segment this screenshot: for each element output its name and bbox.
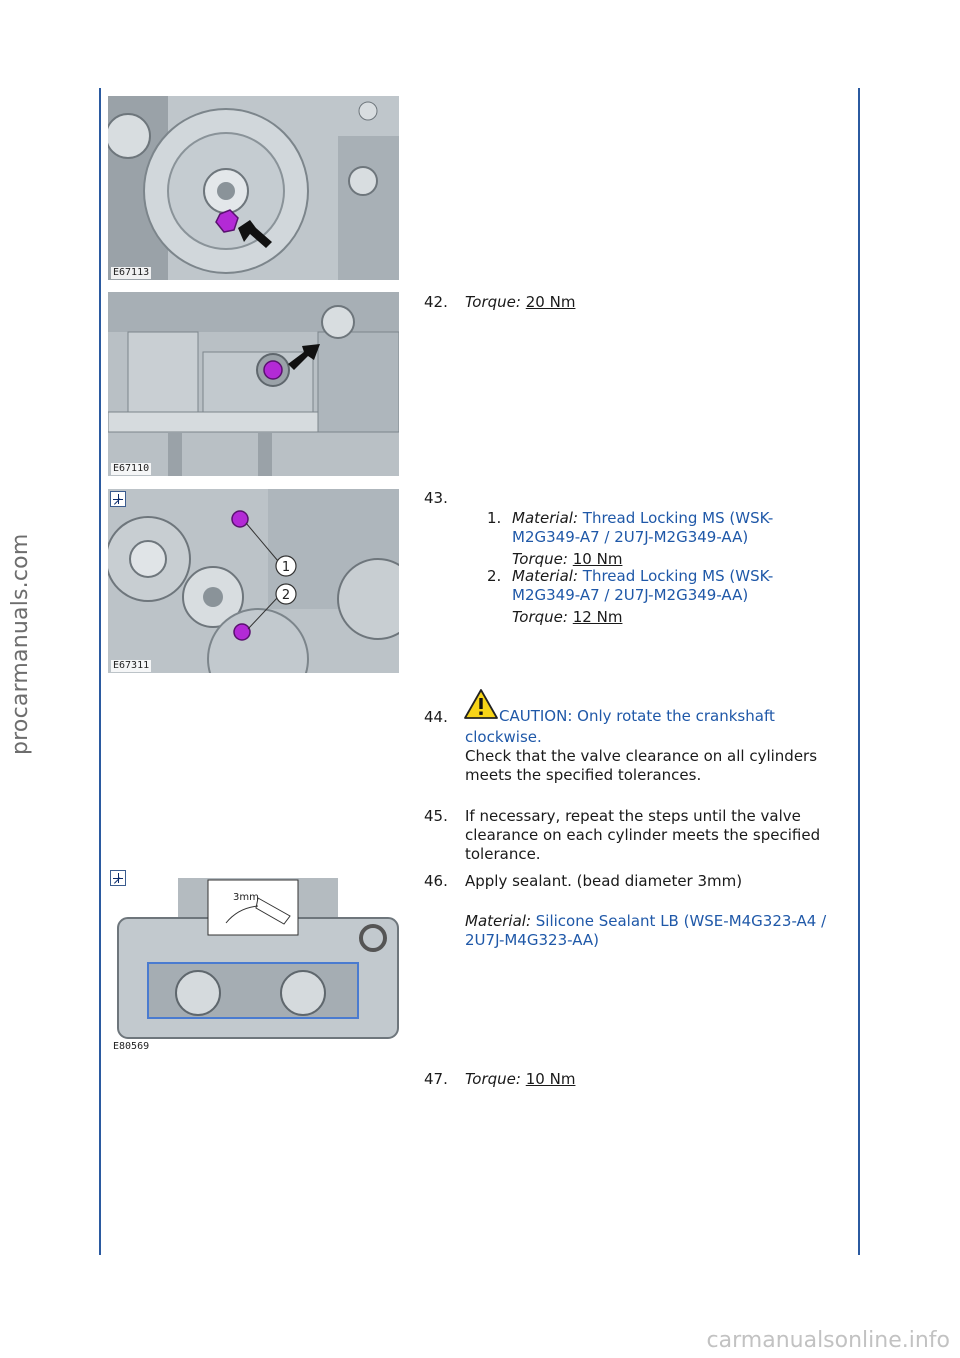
material-link-cont[interactable]: M2G349-A7 / 2U7J-M2G349-AA) <box>512 586 749 604</box>
torque-label: Torque: <box>512 550 568 568</box>
accessory-drive-illustration <box>108 489 399 673</box>
sub-step-number: 2. <box>487 567 502 585</box>
material-link-cont[interactable]: M2G349-A7 / 2U7J-M2G349-AA) <box>512 528 749 546</box>
torque-value-link[interactable]: 10 Nm <box>525 1070 576 1088</box>
sub-step-2 <box>512 567 852 627</box>
torque-label: Torque: <box>465 293 521 311</box>
figure-e67311 <box>108 489 399 673</box>
step-42-torque <box>465 293 855 312</box>
zoom-icon[interactable] <box>110 491 126 507</box>
material-link-cont[interactable]: 2U7J-M4G323-AA) <box>465 931 599 949</box>
material-label: Material: <box>512 567 578 585</box>
torque-value-link[interactable]: 20 Nm <box>525 293 576 311</box>
caution-text-cont: clockwise. <box>465 728 542 746</box>
engine-front-cover-illustration <box>108 96 399 280</box>
step-number: 42. <box>424 293 448 311</box>
material-label: Material: <box>512 509 578 527</box>
material-link[interactable]: Silicone Sealant LB (WSE-M4G323-A4 / <box>535 912 827 930</box>
watermark-carmanualsonline: carmanualsonline.info <box>706 1328 950 1353</box>
step-number: 43. <box>424 489 448 507</box>
step-number: 47. <box>424 1070 448 1088</box>
sub-step-number: 1. <box>487 509 502 527</box>
step-number: 45. <box>424 807 448 825</box>
callout-1: 1 <box>281 560 291 575</box>
figure-label: E67113 <box>113 267 150 278</box>
figure-e67113 <box>108 96 399 280</box>
sub-step-1 <box>512 509 852 569</box>
torque-value-link[interactable]: 10 Nm <box>572 550 623 568</box>
step-44-text <box>465 747 855 785</box>
material-link[interactable]: Thread Locking MS (WSK- <box>582 567 774 585</box>
torque-label: Torque: <box>465 1070 521 1088</box>
left-margin-rule <box>99 88 101 1255</box>
step-number: 44. <box>424 708 448 726</box>
engine-block-illustration <box>108 292 399 476</box>
text-line: Check that the valve clearance on all cylinders <box>465 747 818 765</box>
figure-label: E80569 <box>113 1041 150 1052</box>
caution-text: CAUTION: Only rotate the crankshaft <box>499 707 775 725</box>
step-47-torque <box>465 1070 855 1089</box>
text-line: tolerance. <box>465 845 541 863</box>
figure-e67110 <box>108 292 399 476</box>
material-link[interactable]: Thread Locking MS (WSK- <box>582 509 774 527</box>
watermark-procarmanuals: procarmanuals.com <box>8 533 33 755</box>
material-label: Material: <box>465 912 531 930</box>
figure-label: E67311 <box>113 660 150 671</box>
callout-2: 2 <box>281 588 291 603</box>
sealant-application-illustration <box>108 868 399 1054</box>
step-46-text: Apply sealant. (bead diameter 3mm) <box>465 872 743 890</box>
text-line: If necessary, repeat the steps until the valve <box>465 807 801 825</box>
step-45-text <box>465 807 855 864</box>
figure-label: E67110 <box>113 463 150 474</box>
warning-icon <box>463 688 499 720</box>
text-line: meets the specified tolerances. <box>465 766 702 784</box>
text-line: clearance on each cylinder meets the specified <box>465 826 821 844</box>
zoom-icon[interactable] <box>110 870 126 886</box>
figure-e80569 <box>108 868 399 1054</box>
torque-label: Torque: <box>512 608 568 626</box>
right-margin-rule <box>858 88 860 1255</box>
bead-diameter-label: 3mm <box>233 892 259 903</box>
step-number: 46. <box>424 872 448 890</box>
torque-value-link[interactable]: 12 Nm <box>572 608 623 626</box>
step-46-material <box>465 912 855 950</box>
